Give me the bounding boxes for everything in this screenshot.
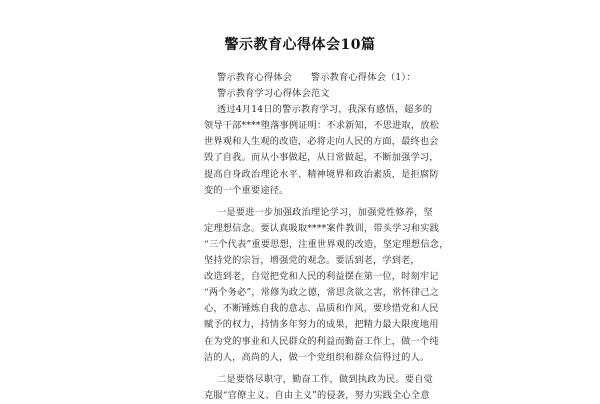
text-line: 克服“官僚主义、自由主义”的侵袭，努力实践全心全意	[204, 389, 430, 401]
text-line: 警示教育心得体会 警示教育心得体会（1）：	[217, 72, 416, 83]
text-line: “三个代表”重要思想，注重世界观的改造，坚定理想信念，	[204, 238, 449, 250]
text-line: 领导干部****堕落事例证明：不求新知，不思进取，放松	[204, 120, 440, 132]
text-line: 二是要恪尽职守，勤奋工作，做到执政为民。要自觉	[217, 373, 433, 385]
text-line: 坚持党的宗旨，增强党的观念。要活到老，学到老，	[204, 255, 420, 267]
text-line: 改造到老，自觉把党和人民的利益摆在第一位，时刻牢记	[204, 271, 439, 283]
text-line: 洁的人，高尚的人，做一个党组织和群众信得过的人。	[204, 351, 430, 363]
text-line: “两个务必”，常修为政之德，常思贪欲之害，常怀律己之	[204, 287, 440, 299]
document-body	[204, 70, 449, 404]
document-title: 警示教育心得体会10篇	[224, 37, 376, 53]
text-line: 透过4月14日的警示教育学习，我深有感悟，超多的	[217, 104, 433, 116]
text-line: 毁了自我。而从小事做起，从日常做起，不断加强学习，	[204, 152, 439, 164]
text-line: 定理想信念。要认真吸取****案件教训，带头学习和实践	[204, 222, 440, 234]
text-line: 警示教育学习心得体会范文	[217, 88, 330, 100]
text-line: 变的一个重要途径。	[204, 184, 289, 196]
text-line: 提高自身政治理论水平、精神境界和政治素质，是拒腐防	[204, 168, 439, 180]
text-line: 在为党的事业和人民群众的利益而勤奋工作上，做一个纯	[204, 335, 439, 347]
text-line: 心，不断锤炼自我的意志、品质和作风，要珍惜党和人民	[204, 303, 439, 315]
text-line: 世界观和人生观的改造，必将走向人民的方面，最终也会	[204, 136, 439, 148]
text-line: 赋予的权力，持情多年努力的成果，把精力最大限度地用	[204, 319, 439, 331]
text-line: 一是要进一步加强政治理论学习，加强党性修养，坚	[217, 206, 433, 218]
